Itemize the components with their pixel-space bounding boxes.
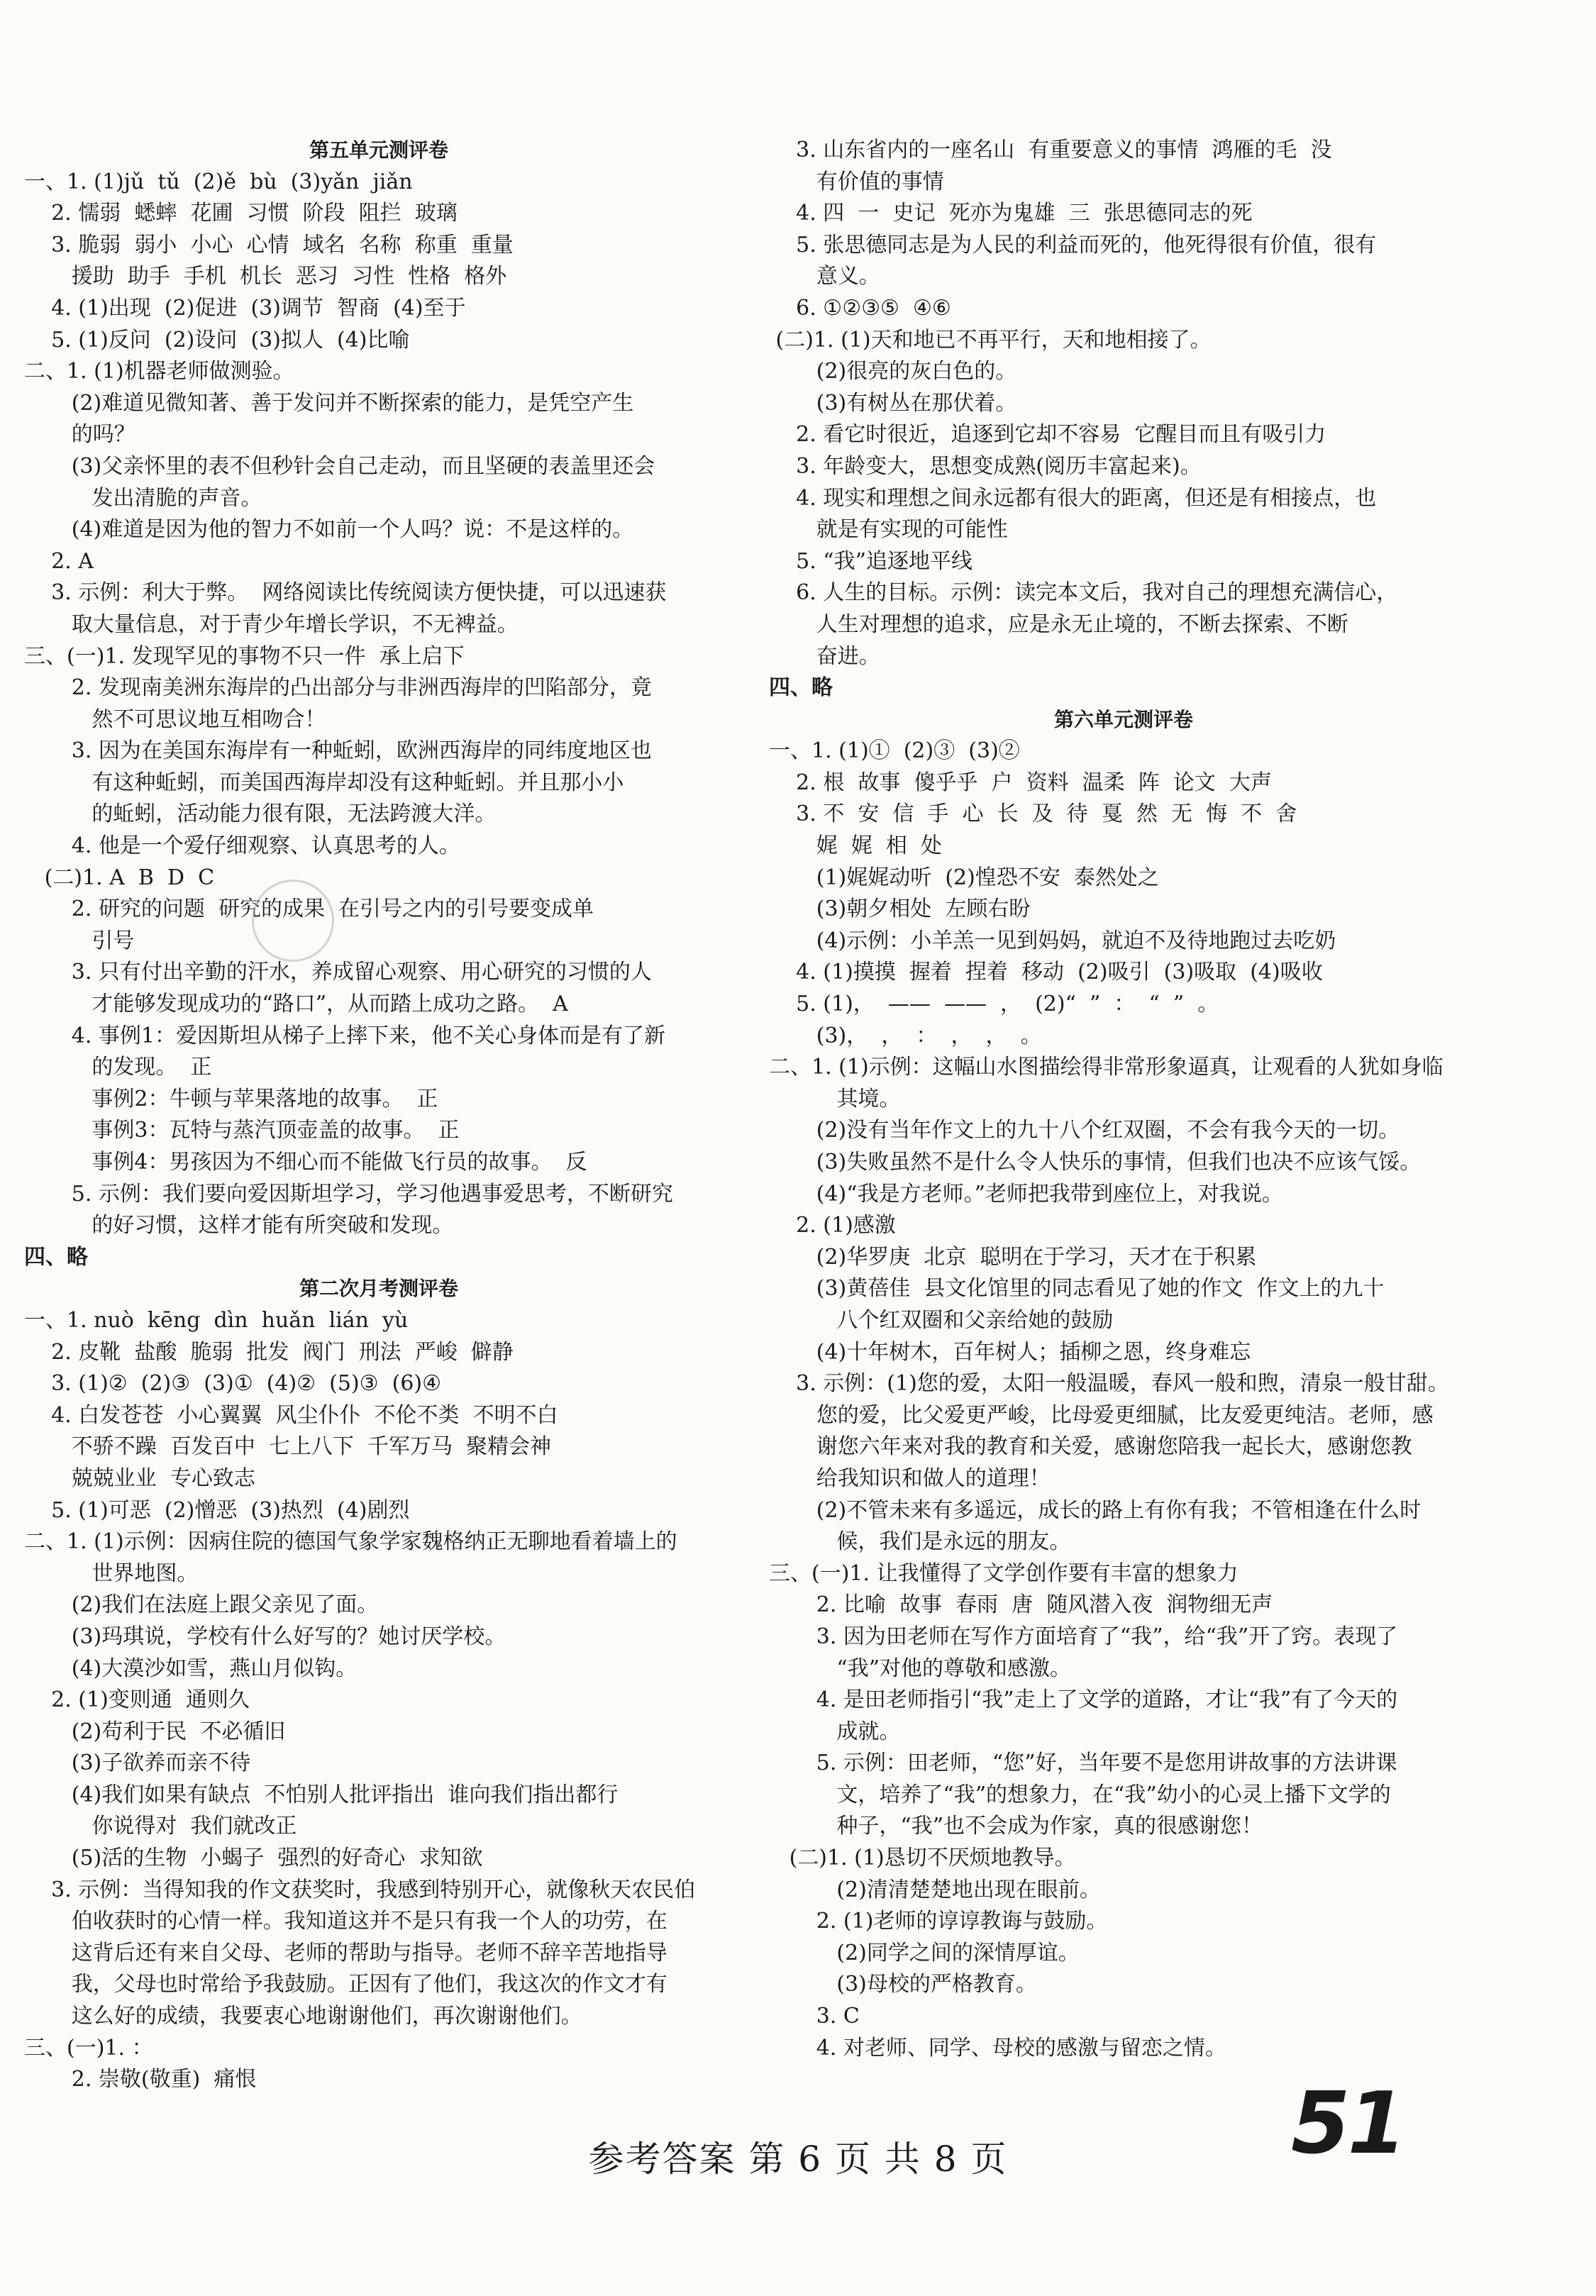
- answer-line: (3)玛琪说，学校有什么好写的？她讨厌学校。: [24, 1624, 506, 1649]
- answer-line: 3. 因为田老师在写作方面培育了“我”，给“我”开了窍。表现了: [769, 1624, 1398, 1649]
- answer-line: 3. 年龄变大，思想变成熟(阅历丰富起来)。: [769, 453, 1202, 479]
- answer-line: 4. 四 一 史记 死亦为鬼雄 三 张思德同志的死: [769, 201, 1253, 226]
- answer-line: (2)同学之间的深情厚谊。: [769, 1940, 1080, 1965]
- answer-line: 3. 因为在美国东海岸有一种蚯蚓，欧洲西海岸的同纬度地区也: [24, 738, 652, 764]
- answer-line: 的蚯蚓，活动能力很有限，无法跨渡大洋。: [24, 802, 497, 827]
- answer-line: 3. 只有付出辛勤的汗水，养成留心观察、用心研究的习惯的人: [24, 960, 652, 985]
- answer-line: 4. (1)摸摸 握着 捏着 移动 (2)吸引 (3)吸取 (4)吸收: [769, 960, 1323, 985]
- answer-line: 三、(一)1. 让我懂得了文学创作要有丰富的想象力: [769, 1560, 1238, 1586]
- answer-line: 种子，“我”也不会成为作家，真的很感谢您！: [769, 1814, 1263, 1839]
- answer-line: (4)大漠沙如雪，燕山月似钩。: [24, 1656, 358, 1681]
- answer-line: 2. (1)感激: [769, 1213, 896, 1238]
- answer-line: 谢您六年来对我的教育和关爱，感谢您陪我一起长大，感谢您教: [769, 1434, 1412, 1460]
- answer-line: 就是有实现的可能性: [769, 517, 1008, 543]
- answer-line: 的发现。 正: [24, 1055, 212, 1080]
- answer-line: (3)父亲怀里的表不但秒针会自己走动，而且坚硬的表盖里还会: [24, 453, 655, 479]
- answer-line: 一、1. nuò kēng dìn huǎn lián yù: [24, 1307, 409, 1333]
- answer-line: (二)1. A B D C: [24, 865, 215, 890]
- answer-line: 4. 对老师、同学、母校的感激与留恋之情。: [769, 2035, 1226, 2061]
- answer-line: 4. 他是一个爱仔细观察、认真思考的人。: [24, 833, 460, 859]
- answer-line: (3)黄蓓佳 县文化馆里的同志看见了她的作文 作文上的九十: [769, 1276, 1385, 1302]
- answer-line: 伯收获时的心情一样。我知道这并不是只有我一个人的功劳，在: [24, 1909, 667, 1934]
- faded-stamp: [252, 880, 334, 962]
- answer-line: 这么好的成绩，我要衷心地谢谢他们，再次谢谢他们。: [24, 2004, 582, 2029]
- answer-line: 八个红双圈和父亲给她的鼓励: [769, 1307, 1114, 1333]
- answer-line: 给我知识和做人的道理！: [769, 1465, 1051, 1491]
- answer-line: 你说得对 我们就改正: [24, 1814, 297, 1839]
- answer-line: (二)1. (1)恳切不厌烦地教导。: [769, 1846, 1076, 1871]
- answer-line: (2)苟利于民 不必循旧: [24, 1719, 286, 1744]
- answer-line: 2. 看它时很近，追逐到它却不容易 它醒目而且有吸引力: [769, 422, 1326, 448]
- answer-line: 援助 助手 手机 机长 恶习 习性 性格 格外: [24, 264, 507, 289]
- answer-line: 2. 研究的问题 研究的成果 在引号之内的引号要变成单: [24, 897, 594, 922]
- answer-line: 4. 现实和理想之间永远都有很大的距离，但还是有相接点，也: [769, 485, 1377, 511]
- answer-line: 5. 示例：田老师，“您”好，当年要不是您用讲故事的方法讲课: [769, 1751, 1397, 1776]
- answer-line: (3)母校的严格教育。: [769, 1972, 1037, 1997]
- answer-line: 兢兢业业 专心致志: [24, 1465, 255, 1491]
- answer-line: 2. (1)老师的谆谆教诲与鼓励。: [769, 1909, 1108, 1934]
- answer-line: 世界地图。: [24, 1560, 199, 1586]
- left-column: [24, 135, 733, 2096]
- answer-line: 5. 张思德同志是为人民的利益而死的，他死得很有价值，很有: [769, 232, 1377, 257]
- answer-line: 然不可思议地互相吻合！: [24, 706, 326, 732]
- answer-line: (3)有树丛在那伏着。: [769, 390, 1017, 416]
- answer-line: 2. 比喻 故事 春雨 唐 随风潜入夜 润物细无声: [769, 1592, 1273, 1618]
- answer-line: (4)我们如果有缺点 不怕别人批评指出 谁向我们指出都行: [24, 1782, 619, 1807]
- answer-line: 一、1. (1)① (2)③ (3)②: [769, 738, 1020, 764]
- answer-line: 三、(一)1. ：: [24, 2035, 153, 2061]
- answer-line: 三、(一)1. 发现罕见的事物不只一件 承上启下: [24, 643, 465, 669]
- answer-line: (3)朝夕相处 左顾右盼: [769, 897, 1031, 922]
- answer-line: (2)难道见微知著、善于发问并不断探索的能力，是凭空产生: [24, 390, 634, 416]
- answer-line: 事例4：男孩因为不细心而不能做飞行员的故事。 反: [24, 1150, 587, 1175]
- answer-line: 不骄不躁 百发百中 七上八下 千军万马 聚精会神: [24, 1434, 552, 1460]
- answer-line: (5)活的生物 小蝎子 强烈的好奇心 求知欲: [24, 1846, 483, 1871]
- answer-line: (1)娓娓动听 (2)惶恐不安 泰然处之: [769, 865, 1159, 890]
- answer-line: (2)清清楚楚地出现在眼前。: [769, 1877, 1101, 1902]
- answer-line: 5. (1)可恶 (2)憎恶 (3)热烈 (4)剧烈: [24, 1497, 410, 1523]
- answer-line: 其境。: [769, 1086, 901, 1111]
- answer-line: 4. (1)出现 (2)促进 (3)调节 智商 (4)至于: [24, 295, 466, 321]
- answer-line: 有价值的事情: [769, 169, 944, 194]
- answer-line: 候，我们是永远的朋友。: [769, 1529, 1071, 1555]
- answer-line: 的好习惯，这样才能有所突破和发现。: [24, 1213, 454, 1238]
- answer-line: 2. 懦弱 蟋蟀 花圃 习惯 阶段 阻拦 玻璃: [24, 201, 458, 226]
- answer-line: 3. 不 安 信 手 心 长 及 待 戛 然 无 悔 不 舍: [769, 802, 1297, 827]
- answer-line: 5. “我”追逐地平线: [769, 548, 972, 574]
- answer-line: 意义。: [769, 264, 880, 289]
- answer-line: (二)1. (1)天和地已不再平行，天和地相接了。: [769, 327, 1212, 353]
- answer-line: 4. 是田老师指引“我”走上了文学的道路，才让“我”有了今天的: [769, 1687, 1398, 1713]
- answer-line: 4. 白发苍苍 小心翼翼 风尘仆仆 不伦不类 不明不白: [24, 1402, 558, 1428]
- answer-line: 才能够发现成功的“路口”，从而踏上成功之路。 A: [24, 992, 568, 1017]
- footer-label: 参考答案 第 6 页 共 8 页: [588, 2139, 1008, 2180]
- answer-line: 我，父母也时常给予我鼓励。正因有了他们，我这次的作文才有: [24, 1972, 667, 1997]
- answer-line: 文，培养了“我”的想象力，在“我”幼小的心灵上播下文学的: [769, 1782, 1391, 1807]
- answer-line: 成就。: [769, 1719, 901, 1744]
- answer-line: 事例3：瓦特与蒸汽顶壶盖的故事。 正: [24, 1118, 460, 1143]
- answer-line: 发出清脆的声音。: [24, 485, 262, 511]
- answer-line: 一、1. (1)jǔ tǔ (2)ě bù (3)yǎn jiǎn: [24, 169, 413, 194]
- answer-line: 3. (1)② (2)③ (3)① (4)② (5)③ (6)④: [24, 1371, 442, 1397]
- answer-line: 2. 皮靴 盐酸 脆弱 批发 阀门 刑法 严峻 僻静: [24, 1339, 514, 1365]
- answer-line: 5. (1)反问 (2)设问 (3)拟人 (4)比喻: [24, 327, 410, 353]
- answer-line: 二、1. (1)示例：因病住院的德国气象学家魏格纳正无聊地看着墙上的: [24, 1529, 677, 1555]
- answer-line: 2. A: [24, 548, 94, 574]
- answer-line: 3. 脆弱 弱小 小心 心情 域名 名称 称重 重量: [24, 232, 514, 257]
- answer-line: 2. (1)变则通 通则久: [24, 1687, 250, 1713]
- answer-line: 3. 示例：(1)您的爱，太阳一般温暖，春风一般和煦，清泉一般甘甜。: [769, 1371, 1449, 1397]
- answer-line: 人生对理想的追求，应是永无止境的，不断去探索、不断: [769, 611, 1348, 637]
- answer-line: 6. 人生的目标。示例：读完本文后，我对自己的理想充满信心，: [769, 580, 1398, 606]
- answer-line: 引号: [24, 928, 135, 953]
- answer-line: 6. ①②③⑤ ④⑥: [769, 295, 951, 321]
- section-title: 第五单元测评卷: [309, 138, 448, 162]
- answer-line: 的吗？: [24, 422, 135, 448]
- answer-line: 您的爱，比父爱更严峻，比母爱更细腻，比友爱更纯洁。老师，感: [769, 1402, 1434, 1428]
- answer-line: (2)很亮的灰白色的。: [769, 359, 1017, 384]
- section-title: 第二次月考测评卷: [299, 1277, 458, 1301]
- answer-line: (2)没有当年作文上的九十八个红双圈，不会有我今天的一切。: [769, 1118, 1400, 1143]
- answer-line: 事例2：牛顿与苹果落地的故事。 正: [24, 1086, 438, 1111]
- answer-line: 二、1. (1)示例：这幅山水图描绘得非常形象逼真，让观看的人犹如身临: [769, 1055, 1443, 1080]
- answer-line: (2)不管未来有多遥远，成长的路上有你有我；不管相逢在什么时: [769, 1497, 1422, 1523]
- answer-line: 有这种蚯蚓，而美国西海岸却没有这种蚯蚓。并且那小小: [24, 770, 624, 795]
- answer-line: 奋进。: [769, 643, 880, 669]
- answer-line: (2)华罗庚 北京 聪明在于学习，天才在于积累: [769, 1244, 1257, 1270]
- answer-line: 5. (1)， —— —— ， (2)“ ” ： “ ” 。: [769, 992, 1219, 1017]
- answer-line: 这背后还有来自父母、老师的帮助与指导。老师不辞辛苦地指导: [24, 1940, 667, 1965]
- answer-line: (3)失败虽然不是什么令人快乐的事情，但我们也决不应该气馁。: [769, 1150, 1422, 1175]
- answer-line: 3. C: [769, 2004, 860, 2029]
- answer-line: 2. 根 故事 傻乎乎 户 资料 温柔 阵 论文 大声: [769, 770, 1272, 795]
- answer-line: 娓 娓 相 处: [769, 833, 942, 859]
- answer-line: 3. 示例：利大于弊。 网络阅读比传统阅读方便快捷，可以迅速获: [24, 580, 667, 606]
- answer-line: (2)我们在法庭上跟父亲见了面。: [24, 1592, 379, 1618]
- answer-line: (3)， ， ： ， ， 。: [769, 1023, 1042, 1048]
- answer-line: (4)“我是方老师。”老师把我带到座位上，对我说。: [769, 1181, 1283, 1207]
- answer-line: 3. 示例：当得知我的作文获奖时，我感到特别开心，就像秋天农民伯: [24, 1877, 696, 1902]
- answer-line: 2. 崇敬(敬重) 痛恨: [24, 2067, 257, 2092]
- answer-line: (4)难道是因为他的智力不如前一个人吗？说：不是这样的。: [24, 517, 634, 543]
- section-title: 第六单元测评卷: [1053, 707, 1193, 731]
- right-column: [769, 135, 1478, 2064]
- answer-line: (4)示例：小羊羔一见到妈妈，就迫不及待地跑过去吃奶: [769, 928, 1336, 953]
- answer-line: 取大量信息，对于青少年增长学识，不无裨益。: [24, 611, 519, 637]
- answer-line: 4. 事例1：爱因斯坦从梯子上摔下来，他不关心身体而是有了新: [24, 1023, 665, 1048]
- answer-line: 四、略: [24, 1244, 88, 1270]
- answer-line: (4)十年树木，百年树人；插柳之恩，终身难忘: [769, 1339, 1251, 1365]
- answer-line: 二、1. (1)机器老师做测验。: [24, 359, 294, 384]
- answer-line: 3. 山东省内的一座名山 有重要意义的事情 鸿雁的毛 没: [769, 138, 1332, 162]
- answer-line: 四、略: [769, 675, 833, 701]
- answer-line: (3)子欲养而亲不待: [24, 1751, 251, 1776]
- answer-line: 2. 发现南美洲东海岸的凸出部分与非洲西海岸的凹陷部分，竟: [24, 675, 652, 701]
- answer-line: 5. 示例：我们要向爱因斯坦学习，学习他遇事爱思考，不断研究: [24, 1181, 673, 1207]
- answer-line: “我”对他的尊敬和感激。: [769, 1656, 1072, 1681]
- page-number: 51: [1291, 2075, 1404, 2173]
